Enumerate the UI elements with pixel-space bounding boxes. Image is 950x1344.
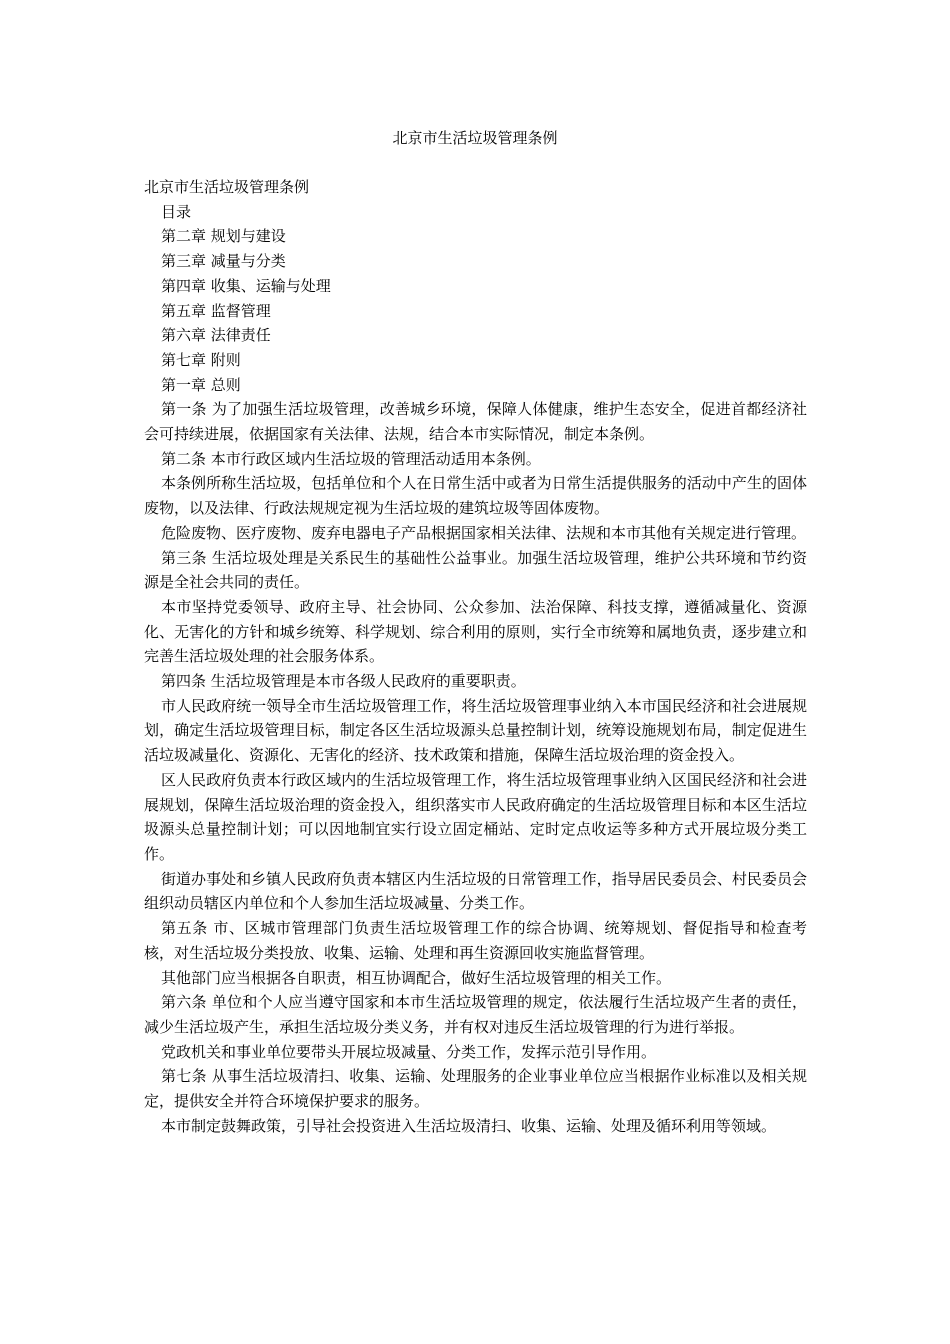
paragraph: 第一章 总则 xyxy=(161,375,241,394)
paragraph: 街道办事处和乡镇人民政府负责本辖区内生活垃圾的日常管理工作，指导居民委员会、村民委员会组织动员辖区内单位和个人参加生活垃圾减量、分类工作。 xyxy=(144,869,807,913)
document-body xyxy=(144,175,807,1138)
paragraph: 第七章 附则 xyxy=(161,350,241,369)
paragraph: 本条例所称生活垃圾，包括单位和个人在日常生活中或者为日常生活提供服务的活动中产生的固体废物，以及法律、行政法规规定视为生活垃圾的建筑垃圾等固体废物。 xyxy=(144,474,807,518)
paragraph: 第六章 法律责任 xyxy=(161,326,271,345)
document-heading: 北京市生活垃圾管理条例 xyxy=(144,178,310,196)
paragraph: 本市坚持党委领导、政府主导、社会协同、公众参加、法治保障、科技支撑，遵循减量化、资源化、无害化的方针和城乡统筹、科学规划、综合利用的原则，实行全市统筹和属地负责，逐步建立和完善生活垃圾处理的社会服务体系。 xyxy=(144,597,807,666)
paragraph: 第三条 生活垃圾处理是关系民生的基础性公益事业。加强生活垃圾管理，维护公共环境和节约资源是全社会共同的责任。 xyxy=(144,548,807,592)
paragraph: 第二章 规划与建设 xyxy=(161,227,286,246)
paragraph: 本市制定鼓舞政策，引导社会投资进入生活垃圾清扫、收集、运输、处理及循环利用等领域。 xyxy=(161,1116,777,1135)
paragraph: 第二条 本市行政区域内生活垃圾的管理活动适用本条例。 xyxy=(161,449,541,468)
paragraph: 其他部门应当根据各自职责，相互协调配合，做好生活垃圾管理的相关工作。 xyxy=(161,968,672,987)
paragraph: 党政机关和事业单位要带头开展垃圾减量、分类工作，发挥示范引导作用。 xyxy=(161,1042,657,1061)
paragraph: 第四条 生活垃圾管理是本市各级人民政府的重要职责。 xyxy=(161,672,526,691)
paragraph: 第四章 收集、运输与处理 xyxy=(161,276,331,295)
paragraph: 第五章 监督管理 xyxy=(161,301,271,320)
paragraph: 第一条 为了加强生活垃圾管理，改善城乡环境，保障人体健康，维护生态安全，促进首都经济社会可持续进展，依据国家有关法律、法规，结合本市实际情况，制定本条例。 xyxy=(144,400,807,444)
paragraph: 第五条 市、区城市管理部门负责生活垃圾管理工作的综合协调、统筹规划、督促指导和检查考核，对生活垃圾分类投放、收集、运输、处理和再生资源回收实施监督管理。 xyxy=(144,919,807,962)
paragraph: 市人民政府统一领导全市生活垃圾管理工作，将生活垃圾管理事业纳入本市国民经济和社会进展规划，确定生活垃圾管理目标，制定各区生活垃圾源头总量控制计划，统筹设施规划布局，制定促进生活垃圾减量化、资源化、无害化的经济、技术政策和措施，保障生活垃圾治理的资金投入。 xyxy=(144,696,807,765)
paragraph: 区人民政府负责本行政区域内的生活垃圾管理工作，将生活垃圾管理事业纳入区国民经济和社会进展规划，保障生活垃圾治理的资金投入，组织落实市人民政府确定的生活垃圾管理目标和本区生活垃圾源头总量控制计划；可以因地制宜实行设立固定桶站、定时定点收运等多种方式开展垃圾分类工作。 xyxy=(144,770,807,863)
page-title: 北京市生活垃圾管理条例 xyxy=(392,129,558,147)
paragraph: 第三章 减量与分类 xyxy=(161,252,286,271)
paragraph: 危险废物、医疗废物、废弃电器电子产品根据国家相关法律、法规和本市其他有关规定进行管理。 xyxy=(161,523,807,542)
paragraph: 第六条 单位和个人应当遵守国家和本市生活垃圾管理的规定，依法履行生活垃圾产生者的责任，减少生活垃圾产生，承担生活垃圾分类义务，并有权对违反生活垃圾管理的行为进行举报。 xyxy=(144,993,807,1036)
paragraph: 第七条 从事生活垃圾清扫、收集、运输、处理服务的企业事业单位应当根据作业标准以及相关规定，提供安全并符合环境保护要求的服务。 xyxy=(144,1067,807,1111)
paragraph: 目录 xyxy=(161,202,192,221)
